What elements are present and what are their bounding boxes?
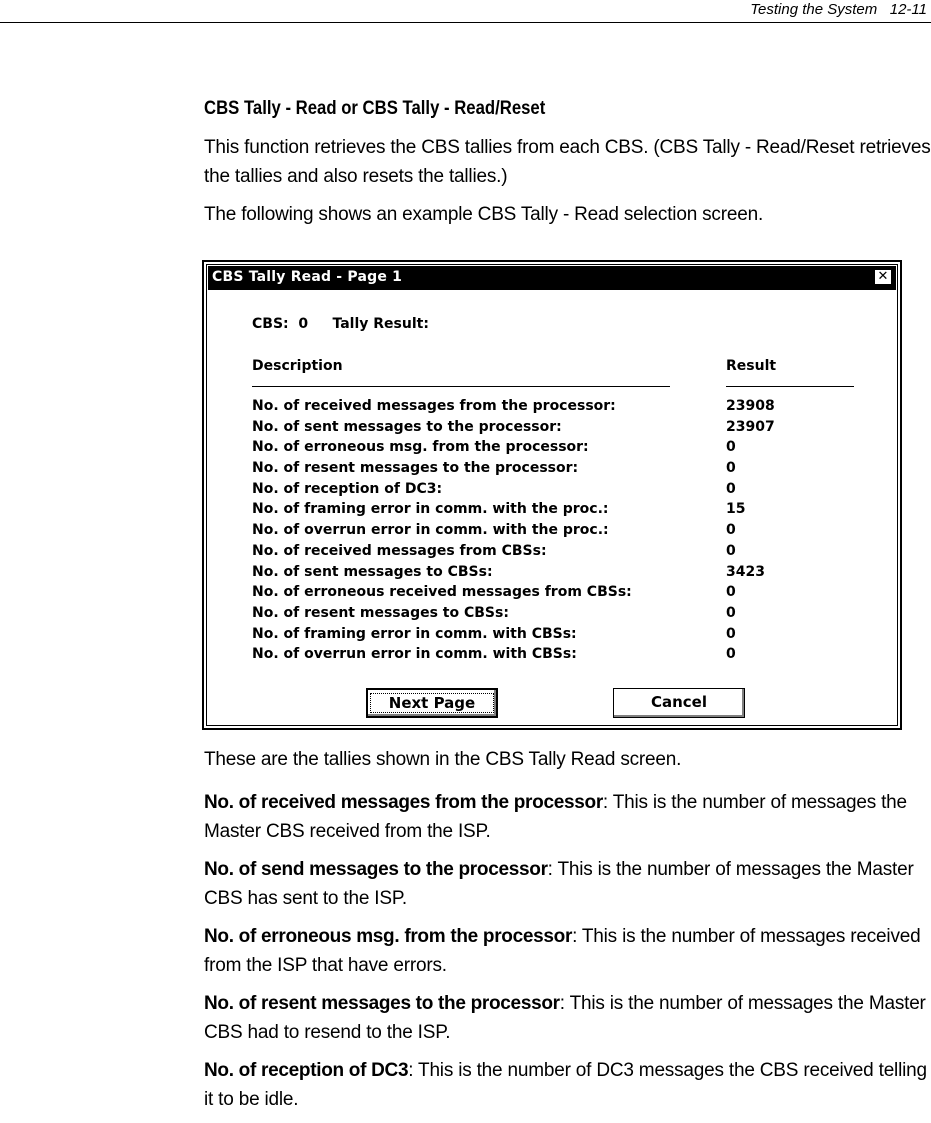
tally-row: [252, 626, 852, 647]
running-title: Testing the System 12-11: [750, 1, 927, 18]
section-title: CBS Tally - Read or CBS Tally - Read/Reset: [204, 98, 546, 119]
tally-value: 0: [726, 646, 736, 663]
example-caption: The following shows an example CBS Tally - Read selection screen.: [204, 204, 764, 225]
tally-value: 0: [726, 604, 736, 621]
explanation-item: [204, 989, 931, 1047]
tally-row: [252, 646, 852, 667]
tally-value: 0: [726, 522, 736, 539]
tally-row: [252, 522, 852, 543]
tally-description: No. of framing error in comm. with CBSs:: [252, 625, 577, 642]
tally-read-dialog: [202, 260, 902, 730]
cbs-status-line: CBS: 0 Tally Result:: [252, 316, 429, 332]
explanation-text: : This is the number of messages the Master CBS received from the ISP.: [204, 792, 907, 842]
tally-row: [252, 564, 852, 585]
tally-description: No. of resent messages to CBSs:: [252, 604, 509, 621]
explanation-item: [204, 1056, 931, 1114]
description-column-header: Description: [252, 358, 343, 374]
tally-description: No. of received messages from the processor:: [252, 398, 616, 414]
tally-row: [252, 543, 852, 564]
tally-description: No. of framing error in comm. with the proc.:: [252, 501, 609, 518]
result-column-header: Result: [726, 358, 777, 374]
explanation-text: : This is the number of messages the Master CBS has sent to the ISP.: [204, 859, 914, 909]
tally-value: 3423: [726, 563, 765, 580]
tally-description: No. of overrun error in comm. with the proc.:: [252, 522, 609, 539]
description-divider: [252, 386, 670, 387]
explanation-item: [204, 922, 931, 980]
cancel-button[interactable]: Cancel: [613, 688, 745, 718]
explanation-term: No. of reception of DC3: [204, 1060, 409, 1081]
close-icon[interactable]: ✕: [874, 269, 892, 285]
dialog-title: CBS Tally Read - Page 1: [212, 269, 403, 285]
tally-value: 0: [726, 460, 736, 477]
dialog-titlebar[interactable]: [208, 266, 896, 290]
tally-row: [252, 584, 852, 605]
tally-row: [252, 501, 852, 522]
page-header: [0, 0, 931, 23]
tally-description: No. of sent messages to the processor:: [252, 418, 562, 435]
tally-description: No. of erroneous msg. from the processor:: [252, 439, 589, 456]
explanation-term: No. of received messages from the processor: [204, 792, 603, 813]
tally-value: 0: [726, 542, 736, 559]
intro-paragraph: This function retrieves the CBS tallies from each CBS. (CBS Tally - Read/Reset retrieves the tallies and also resets the tallies.): [204, 137, 931, 187]
tally-value: 0: [726, 480, 736, 497]
tally-value: 0: [726, 439, 736, 456]
explanation-term: No. of resent messages to the processor: [204, 993, 560, 1014]
explanation-item: [204, 855, 931, 913]
explanation-term: No. of send messages to the processor: [204, 859, 548, 880]
explanations-lead: These are the tallies shown in the CBS Tally Read screen.: [204, 749, 682, 770]
result-divider: [726, 386, 854, 387]
tally-value: 15: [726, 501, 746, 518]
tally-description: No. of overrun error in comm. with CBSs:: [252, 646, 577, 663]
tally-list: [252, 398, 852, 667]
tally-description: No. of resent messages to the processor:: [252, 460, 579, 477]
tally-row: [252, 460, 852, 481]
explanation-item: [204, 788, 931, 846]
tally-description: No. of reception of DC3:: [252, 480, 443, 497]
tally-explanations: [204, 745, 931, 1123]
tally-description: No. of erroneous received messages from CBSs:: [252, 584, 632, 601]
tally-description: No. of received messages from CBSs:: [252, 542, 547, 559]
explanation-text: : This is the number of messages the Master CBS had to resend to the ISP.: [204, 993, 926, 1043]
tally-row: [252, 439, 852, 460]
next-page-label: Next Page: [370, 693, 494, 713]
tally-value: 0: [726, 625, 736, 642]
tally-row: [252, 605, 852, 626]
tally-row: [252, 481, 852, 502]
explanation-text: : This is the number of DC3 messages the CBS received telling it to be idle.: [204, 1060, 927, 1110]
tally-row: [252, 398, 852, 419]
explanation-text: : This is the number of messages received from the ISP that have errors.: [204, 926, 921, 976]
next-page-button[interactable]: [366, 688, 498, 718]
section-intro: [204, 96, 931, 238]
tally-value: 0: [726, 584, 736, 601]
tally-value: 23907: [726, 418, 775, 435]
tally-row: [252, 419, 852, 440]
explanation-term: No. of erroneous msg. from the processor: [204, 926, 573, 947]
tally-description: No. of sent messages to CBSs:: [252, 563, 493, 580]
tally-value: 23908: [726, 398, 775, 414]
